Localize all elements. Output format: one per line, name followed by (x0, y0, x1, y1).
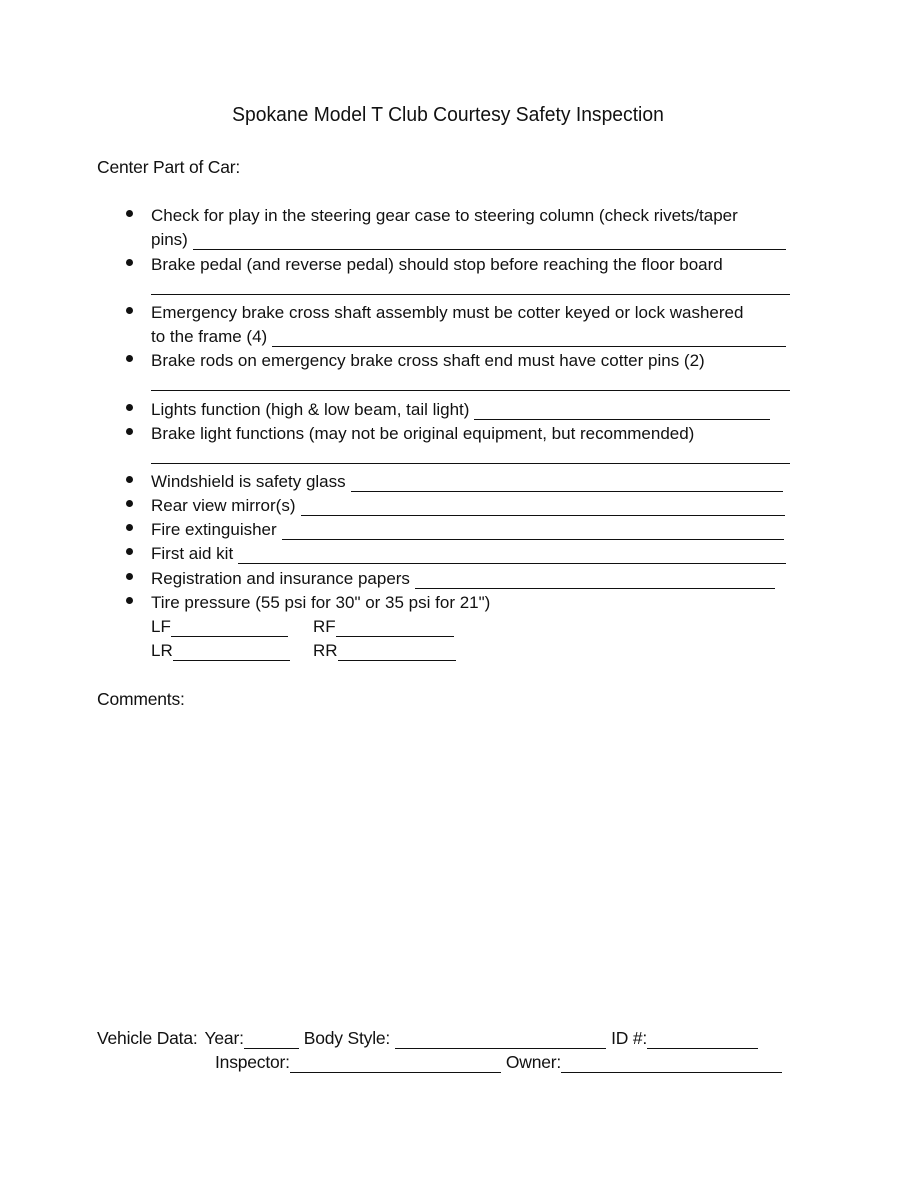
owner-label: Owner: (505, 1052, 562, 1072)
bullet-icon (126, 355, 133, 362)
bullet-icon (126, 404, 133, 411)
tire-left-front (151, 617, 288, 637)
bullet-icon (126, 500, 133, 507)
item-text: Fire extinguisher (151, 520, 277, 539)
tire-left-rear (151, 641, 290, 661)
tire-lr-label: LR (151, 641, 173, 660)
form-title: Spokane Model T Club Courtesy Safety Inspection (232, 104, 664, 126)
item-text: Check for play in the steering gear case to steering column (check rivets/taper (151, 206, 738, 225)
item-text: Tire pressure (55 psi for 30" or 35 psi for 21") (151, 593, 491, 612)
tire-rf-answer-line[interactable] (336, 621, 454, 637)
id-answer-line[interactable] (647, 1033, 758, 1049)
item-text: First aid kit (151, 544, 234, 563)
tire-right-front (313, 617, 454, 637)
item-text: Brake pedal (and reverse pedal) should stop before reaching the floor board (151, 255, 723, 274)
inspector-label: Inspector: (215, 1052, 290, 1072)
vehicle-data-row-1 (97, 1028, 758, 1049)
comments-heading: Comments: (97, 689, 185, 709)
brake-rods-answer-line[interactable] (151, 375, 790, 391)
bullet-icon (126, 259, 133, 266)
item-text: Rear view mirror(s) (151, 496, 296, 515)
item-text: Registration and insurance papers (151, 569, 410, 588)
item-text: Emergency brake cross shaft assembly must be cotter keyed or lock washered (151, 303, 744, 322)
bullet-icon (126, 548, 133, 555)
mirrors-answer-line[interactable] (301, 500, 785, 516)
bullet-icon (126, 524, 133, 531)
item-text-continued: to the frame (4) (151, 327, 268, 346)
body-style-answer-line[interactable] (395, 1033, 606, 1049)
bullet-icon (126, 210, 133, 217)
center-part-heading: Center Part of Car: (97, 157, 241, 177)
body-style-label: Body Style: (303, 1028, 391, 1048)
fire-extinguisher-answer-line[interactable] (282, 524, 784, 540)
bullet-icon (126, 597, 133, 604)
vehicle-data-label: Vehicle Data: (97, 1028, 198, 1048)
registration-answer-line[interactable] (415, 573, 775, 589)
id-label: ID #: (611, 1028, 648, 1048)
tire-right-rear (313, 641, 456, 661)
windshield-answer-line[interactable] (351, 476, 783, 492)
bullet-icon (126, 307, 133, 314)
brake-light-answer-line[interactable] (151, 448, 790, 464)
tire-rr-answer-line[interactable] (338, 645, 456, 661)
vehicle-data-row-2 (215, 1052, 782, 1073)
bullet-icon (126, 476, 133, 483)
year-answer-line[interactable] (244, 1033, 299, 1049)
item-text: Brake light functions (may not be original equipment, but recommended) (151, 424, 695, 443)
bullet-icon (126, 573, 133, 580)
item-text: Brake rods on emergency brake cross shaft end must have cotter pins (2) (151, 351, 705, 370)
emergency-brake-answer-line[interactable] (272, 331, 786, 347)
item-text-continued: pins) (151, 230, 188, 249)
item-text: Lights function (high & low beam, tail light) (151, 400, 470, 419)
tire-rf-label: RF (313, 617, 336, 636)
inspector-answer-line[interactable] (290, 1057, 501, 1073)
tire-rr-label: RR (313, 641, 338, 660)
tire-lf-answer-line[interactable] (171, 621, 288, 637)
steering-answer-line[interactable] (193, 234, 786, 250)
owner-answer-line[interactable] (561, 1057, 782, 1073)
lights-answer-line[interactable] (474, 404, 770, 420)
first-aid-answer-line[interactable] (238, 548, 786, 564)
year-label: Year: (204, 1028, 244, 1048)
bullet-icon (126, 428, 133, 435)
tire-lr-answer-line[interactable] (173, 645, 290, 661)
item-text: Windshield is safety glass (151, 472, 346, 491)
brake-pedal-answer-line[interactable] (151, 279, 790, 295)
tire-lf-label: LF (151, 617, 171, 636)
